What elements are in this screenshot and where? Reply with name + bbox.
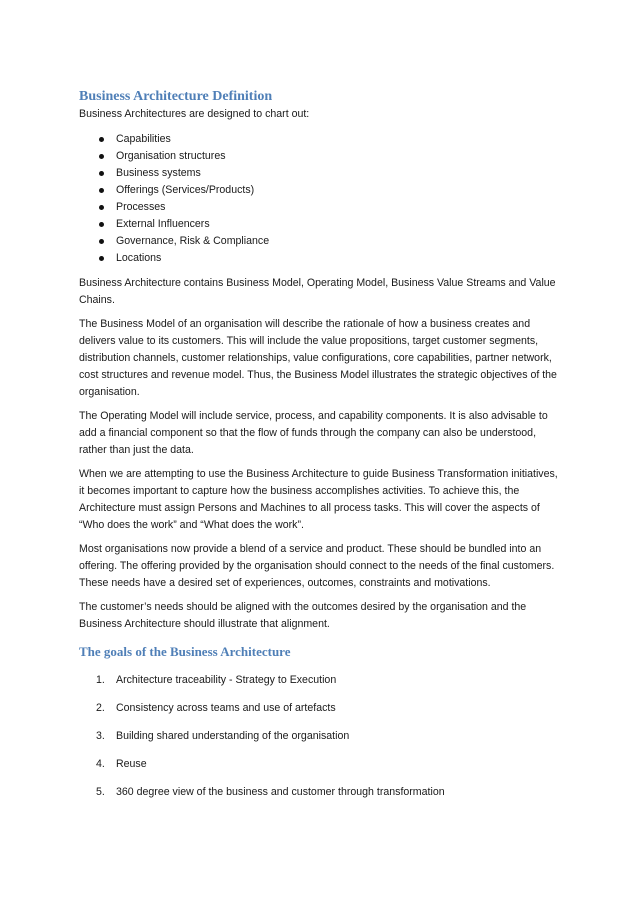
- paragraph: When we are attempting to use the Business Architecture to guide Business Transformation initiatives, it becomes important to capture how the business accomplishes activities. To achieve this, the Architecture must assign Persons and Machines to all process tasks. This will cover the aspects of “Who does the work” and “What does the work”.: [79, 468, 558, 531]
- paragraph: Business Architecture contains Business Model, Operating Model, Business Value Streams and Value Chains.: [79, 277, 556, 306]
- bullet-icon: [99, 256, 104, 261]
- paragraph: Most organisations now provide a blend of a service and product. These should be bundled into an offering. The offering provided by the organisation should connect to the needs of the final customers. These needs have a desired set of experiences, outcomes, constraints and motivations.: [79, 543, 555, 589]
- bullet-icon: [99, 171, 104, 176]
- list-item: Processes: [79, 199, 565, 216]
- paragraph: The Business Model of an organisation will describe the rationale of how a business creates and delivers value to its customers. This will include the value propositions, target customer segments, distribution channels, customer relationships, value configurations, core capabilities, partner network, cost structures and revenue model. Thus, the Business Model illustrates the strategic objectives of the organisation.: [79, 318, 557, 398]
- bullet-icon: [99, 137, 104, 142]
- list-item: 5. 360 degree view of the business and customer through transformation: [96, 786, 445, 798]
- list-item: Business systems: [79, 165, 565, 182]
- page-title: Business Architecture Definition: [79, 89, 273, 104]
- list-item: Governance, Risk & Compliance: [79, 233, 565, 250]
- bullet-list: [79, 131, 565, 267]
- intro-text: Business Architectures are designed to chart out:: [79, 108, 310, 120]
- bullet-icon: [99, 188, 104, 193]
- list-item: 2. Consistency across teams and use of artefacts: [96, 702, 336, 714]
- list-item: 4. Reuse: [96, 758, 147, 770]
- list-item: Organisation structures: [79, 148, 565, 165]
- goals-list: [79, 672, 565, 801]
- paragraph: The customer’s needs should be aligned with the outcomes desired by the organisation and the Business Architecture should illustrate that alignment.: [79, 601, 527, 630]
- bullet-icon: [99, 154, 104, 159]
- list-item: External Influencers: [79, 216, 565, 233]
- goals-heading: The goals of the Business Architecture: [79, 644, 291, 659]
- bullet-icon: [99, 239, 104, 244]
- paragraph: The Operating Model will include service, process, and capability components. It is also advisable to add a financial component so that the flow of funds through the company can also be understood, rather than just the data.: [79, 410, 548, 456]
- bullet-icon: [99, 222, 104, 227]
- list-item: Offerings (Services/Products): [79, 182, 565, 199]
- list-item: Locations: [79, 250, 565, 267]
- list-item: 1. Architecture traceability - Strategy to Execution: [96, 674, 337, 686]
- document-body: [79, 88, 565, 812]
- list-item: 3. Building shared understanding of the organisation: [96, 730, 350, 742]
- list-item: Capabilities: [79, 131, 565, 148]
- bullet-icon: [99, 205, 104, 210]
